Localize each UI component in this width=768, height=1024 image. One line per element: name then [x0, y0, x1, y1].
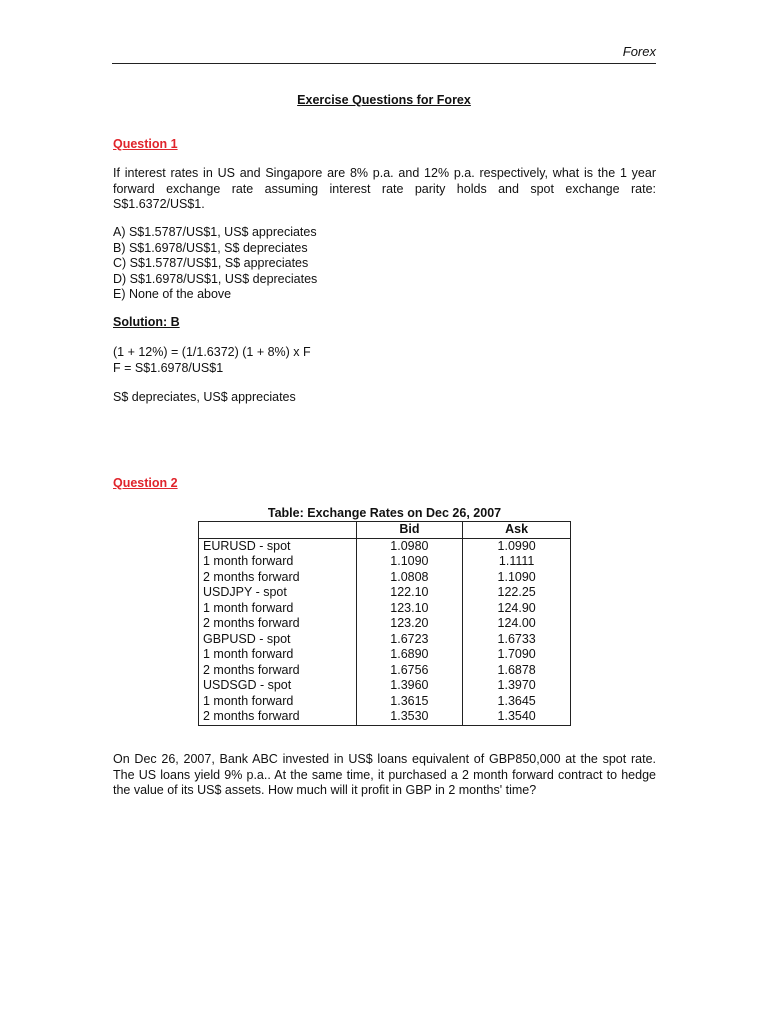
ask-value: 1.1090: [463, 570, 571, 586]
table-row: [199, 694, 571, 710]
row-label: GBPUSD - spot: [199, 632, 357, 648]
table-caption: Table: Exchange Rates on Dec 26, 2007: [267, 506, 502, 520]
table-row: [199, 538, 571, 554]
bid-value: 1.6756: [356, 663, 463, 679]
bid-value: 1.0980: [356, 538, 463, 554]
table-row: [199, 585, 571, 601]
row-label: EURUSD - spot: [199, 538, 357, 554]
option-c: C) S$1.5787/US$1, S$ appreciates: [113, 256, 309, 270]
row-label: 1 month forward: [199, 554, 357, 570]
bid-value: 1.3615: [356, 694, 463, 710]
row-label: 2 months forward: [199, 709, 357, 725]
table-row: [199, 709, 571, 725]
solution-line-2: F = S$1.6978/US$1: [113, 360, 224, 375]
bid-value: 1.3960: [356, 678, 463, 694]
table-row: [199, 570, 571, 586]
solution-heading: Solution: B: [113, 315, 180, 329]
ask-value: 1.3645: [463, 694, 571, 710]
bid-value: 123.10: [356, 601, 463, 617]
option-a: A) S$1.5787/US$1, US$ appreciates: [113, 225, 317, 239]
ask-value: 1.3540: [463, 709, 571, 725]
ask-value: 122.25: [463, 585, 571, 601]
option-d: D) S$1.6978/US$1, US$ depreciates: [113, 271, 318, 286]
question-1-text: If interest rates in US and Singapore are 8% p.a. and 12% p.a. respectively, what is the 1 year forward exchange rate assuming interest rate parity holds and spot exchange rate: S$1.6372/US$1.: [113, 166, 656, 211]
bid-value: 122.10: [356, 585, 463, 601]
table-row: [199, 601, 571, 617]
running-header: Forex: [622, 44, 656, 59]
column-header: [199, 522, 357, 539]
table-header-row: [199, 522, 571, 539]
bid-value: 1.1090: [356, 554, 463, 570]
table-row: [199, 616, 571, 632]
table-row: [199, 647, 571, 663]
ask-value: 124.90: [463, 601, 571, 617]
row-label: 2 months forward: [199, 570, 357, 586]
solution-line-1: (1 + 12%) = (1/1.6372) (1 + 8%) x F: [113, 345, 311, 359]
table-row: [199, 554, 571, 570]
question-2-text: On Dec 26, 2007, Bank ABC invested in US$ loans equivalent of GBP850,000 at the spot rate. The US loans yield 9% p.a.. At the same time, it purchased a 2 month forward contract to hedge the value of its US$ assets. How much will it profit in GBP in 2 months' time?: [113, 752, 656, 797]
row-label: 1 month forward: [199, 694, 357, 710]
row-label: USDJPY - spot: [199, 585, 357, 601]
bid-value: 1.6723: [356, 632, 463, 648]
ask-value: 1.1111: [463, 554, 571, 570]
ask-value: 1.7090: [463, 647, 571, 663]
header-rule: [112, 63, 656, 64]
column-header-ask: Ask: [463, 522, 571, 539]
row-label: 2 months forward: [199, 616, 357, 632]
option-e: E) None of the above: [113, 287, 232, 301]
row-label: USDSGD - spot: [199, 678, 357, 694]
column-header-bid: Bid: [356, 522, 463, 539]
table-row: [199, 678, 571, 694]
bid-value: 1.3530: [356, 709, 463, 725]
question-1-heading: Question 1: [113, 137, 178, 151]
table-row: [199, 663, 571, 679]
row-label: 2 months forward: [199, 663, 357, 679]
ask-value: 124.00: [463, 616, 571, 632]
ask-value: 1.0990: [463, 538, 571, 554]
option-b: B) S$1.6978/US$1, S$ depreciates: [113, 240, 308, 255]
solution-conclusion: S$ depreciates, US$ appreciates: [113, 390, 296, 404]
row-label: 1 month forward: [199, 601, 357, 617]
bid-value: 123.20: [356, 616, 463, 632]
ask-value: 1.6733: [463, 632, 571, 648]
exchange-rates-table: [198, 521, 571, 726]
bid-value: 1.6890: [356, 647, 463, 663]
ask-value: 1.3970: [463, 678, 571, 694]
document-title: Exercise Questions for Forex: [297, 93, 471, 107]
row-label: 1 month forward: [199, 647, 357, 663]
ask-value: 1.6878: [463, 663, 571, 679]
bid-value: 1.0808: [356, 570, 463, 586]
question-2-heading: Question 2: [113, 476, 178, 490]
table-row: [199, 632, 571, 648]
